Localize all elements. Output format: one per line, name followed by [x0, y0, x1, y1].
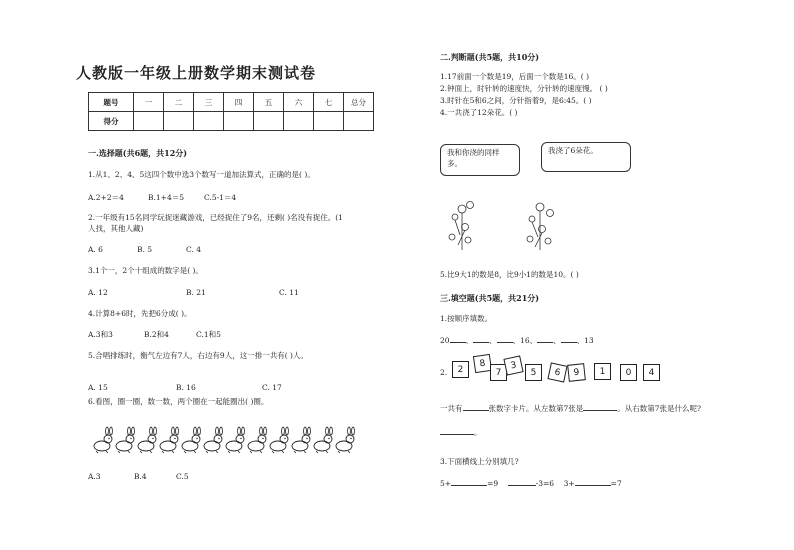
rabbits-illustration — [92, 426, 362, 454]
fill-blank[interactable] — [575, 485, 611, 486]
question-1-2-line1: 2.一年级有15名同学玩捉迷藏游戏，已经捉住了9名，还剩( )名没有捉住。(1 — [88, 213, 343, 222]
table-cell: 二 — [164, 93, 194, 112]
rabbit-icon — [94, 427, 112, 453]
question-1-2-line2: 人找，其他人藏) — [88, 224, 144, 233]
digit-card: 6 — [547, 362, 567, 382]
question-1-5: 5.合唱排练时，衡气左边有7人，右边有9人，这一排一共有( )人。 — [88, 351, 308, 360]
table-cell: 七 — [314, 93, 344, 112]
table-cell: 三 — [194, 93, 224, 112]
option-b: B. 16 — [176, 383, 196, 392]
table-cell: 四 — [224, 93, 254, 112]
score-input-cell[interactable] — [254, 112, 284, 131]
question-3-2-text — [440, 404, 701, 414]
flowers-illustration — [440, 195, 570, 255]
option-b: B. 5 — [137, 245, 153, 254]
option-c: C.5-1＝4 — [204, 193, 237, 202]
text-fragment: =9 — [487, 479, 499, 488]
section3-heading: 三.填空题(共5题，共21分) — [440, 293, 540, 303]
text-fragment: 3+ — [563, 479, 575, 488]
table-cell: 得分 — [89, 112, 134, 131]
fill-blank[interactable] — [450, 342, 466, 343]
question-2-4: 4.一共浇了12朵花。( ) — [440, 108, 518, 117]
sequence-mid: 16 — [520, 336, 530, 345]
fill-blank[interactable] — [473, 342, 489, 343]
score-input-cell[interactable] — [284, 112, 314, 131]
rabbit-icon — [248, 427, 266, 453]
text-fragment: =7 — [610, 479, 622, 488]
fill-blank[interactable] — [537, 342, 553, 343]
digit-card: 2 — [452, 361, 469, 378]
sequence-row: 20 、 、 、16、 、 、13 — [440, 336, 594, 345]
sequence-start: 20 — [440, 336, 450, 345]
question-1-1: 1.从1、2、4、5这四个数中选3个数写一道加法算式，正确的是( )。 — [88, 170, 315, 179]
rabbit-icon — [314, 427, 332, 453]
table-cell: 一 — [134, 93, 164, 112]
fill-blank[interactable] — [561, 342, 577, 343]
text-fragment: 张数字卡片。从左数第7张是 — [488, 404, 584, 413]
option-a: A. 15 — [88, 383, 108, 392]
question-1-4: 4.计算8+6时，先把6分成( )。 — [88, 309, 192, 318]
question-3-2-label: 2. — [440, 368, 448, 377]
score-input-cell[interactable] — [164, 112, 194, 131]
question-3-2-answer — [440, 428, 482, 438]
rabbit-icon — [160, 427, 178, 453]
section2-heading: 二.判断题(共5题，共10分) — [440, 52, 540, 62]
digit-card: 5 — [525, 364, 542, 381]
option-a: A. 12 — [88, 288, 108, 297]
page-title: 人教版一年级上册数学期末测试卷 — [75, 64, 316, 82]
option-c: C.1和5 — [196, 330, 221, 339]
text-fragment: 5+ — [440, 479, 452, 488]
option-c: C. 17 — [262, 383, 282, 392]
text-fragment: 一共有 — [440, 404, 463, 413]
question-3-3-equations — [440, 479, 622, 489]
option-c: C. 11 — [279, 288, 299, 297]
question-3-3: 3.下面横线上分别填几? — [440, 457, 519, 466]
table-cell: 五 — [254, 93, 284, 112]
rabbit-icon — [292, 427, 310, 453]
fill-blank[interactable] — [463, 410, 489, 411]
question-1-3: 3.1个一，2个十组成的数字是( )。 — [88, 266, 203, 275]
speech-bubble-right: 我浇了6朵花。 — [541, 142, 631, 172]
score-input-cell[interactable] — [194, 112, 224, 131]
text-fragment: 。从右数第7张是什么呢? — [617, 404, 702, 413]
table-cell: 题号 — [89, 93, 134, 112]
score-input-cell[interactable] — [344, 112, 374, 131]
digit-card: 9 — [567, 363, 586, 382]
rabbit-icon — [138, 427, 156, 453]
score-table — [88, 92, 374, 131]
digit-card: 4 — [643, 364, 660, 381]
section1-heading: 一.选择题(共6题，共12分) — [88, 148, 188, 158]
option-a: A.2+2＝4 — [88, 193, 124, 202]
digit-card: 1 — [594, 363, 611, 380]
option-b: B.1+4＝5 — [148, 193, 184, 202]
digit-card: 3 — [503, 355, 523, 375]
rabbit-icon — [116, 427, 134, 453]
score-input-cell[interactable] — [134, 112, 164, 131]
text-fragment: 。 — [474, 428, 482, 437]
rabbit-icon — [270, 427, 288, 453]
question-2-1: 1.17前面一个数是19，后面一个数是16。( ) — [440, 72, 590, 81]
score-input-cell[interactable] — [224, 112, 254, 131]
fill-blank[interactable] — [508, 485, 536, 486]
fill-blank[interactable] — [497, 342, 513, 343]
question-2-3: 3.时针在5和6之间，分针指着9，是6:45。( ) — [440, 96, 592, 105]
rabbit-icon — [226, 427, 244, 453]
score-table-score-row — [89, 112, 374, 131]
option-a: A.3和3 — [88, 330, 113, 339]
speech-bubble-left: 我和你浇的同样多。 — [440, 144, 520, 176]
option-b: B. 21 — [186, 288, 206, 297]
option-c: C.5 — [176, 472, 189, 481]
question-1-6: 6.看图，圈一圈，数一数，两个圈在一起能圈出( )圈。 — [88, 397, 269, 406]
question-2-5: 5.比9大1的数是8，比9小1的数是10。( ) — [440, 270, 579, 279]
score-table-header-row — [89, 93, 374, 112]
rabbit-icon — [182, 427, 200, 453]
option-a: A.3 — [88, 472, 101, 481]
rabbit-icon — [204, 427, 222, 453]
score-input-cell[interactable] — [314, 112, 344, 131]
digit-card: 7 — [490, 364, 507, 381]
rabbit-icon — [336, 427, 354, 453]
fill-blank[interactable] — [451, 485, 487, 486]
fill-blank[interactable] — [440, 434, 474, 435]
option-a: A. 6 — [88, 245, 103, 254]
table-cell: 总分 — [344, 93, 374, 112]
digit-card: 0 — [620, 364, 637, 381]
option-c: C. 4 — [186, 245, 202, 254]
fill-blank[interactable] — [583, 410, 617, 411]
text-fragment: -3=6 — [535, 479, 555, 488]
table-cell: 六 — [284, 93, 314, 112]
sequence-end: 13 — [584, 336, 594, 345]
digit-card: 8 — [473, 354, 492, 373]
option-b: B.4 — [134, 472, 147, 481]
question-2-2: 2.钟面上，时针转的速度快，分针转的速度慢。 ( ) — [440, 84, 608, 93]
question-3-1: 1.按顺序填数。 — [440, 314, 493, 323]
option-b: B.2和4 — [144, 330, 169, 339]
